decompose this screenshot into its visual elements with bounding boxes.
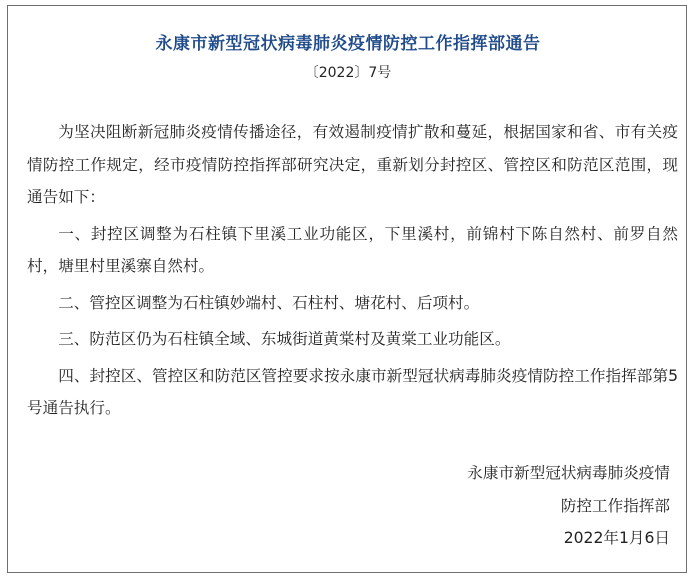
notice-body	[27, 116, 678, 429]
paragraph-controlled-zone: 二、管控区调整为石柱镇妙端村、石柱村、塘花村、后项村。	[58, 293, 480, 312]
signature-date: 2022年1月6日	[563, 529, 670, 547]
paragraph-prevention-zone: 三、防范区仍为石柱镇全域、东城街道黄棠村及黄棠工业功能区。	[58, 330, 511, 348]
signature-issuer-line2: 防控工作指挥部	[560, 497, 670, 515]
document-number: 〔2022〕7号	[304, 65, 392, 81]
signature-issuer-line1: 永康市新型冠状病毒肺炎疫情	[467, 464, 670, 482]
paragraph-sealed-zone: 一、封控区调整为石柱镇下里溪工业功能区，下里溪村，前锦村下陈自然村、前罗自然村，塘里村里溪寨自然村。	[27, 224, 678, 275]
paragraph-requirements: 四、封控区、管控区和防范区管控要求按永康市新型冠状病毒肺炎疫情防控工作指挥部第5号通告执行。	[27, 366, 678, 417]
notice-panel	[7, 5, 687, 573]
notice-title: 永康市新型冠状病毒肺炎疫情防控工作指挥部通告	[155, 34, 541, 54]
paragraph-intro: 为坚决阻断新冠肺炎疫情传播途径，有效遏制疫情扩散和蔓延，根据国家和省、市有关疫情防控工作规定，经市疫情防控指挥部研究决定，重新划分封控区、管控区和防范区范围，现通告如下：	[27, 123, 678, 206]
